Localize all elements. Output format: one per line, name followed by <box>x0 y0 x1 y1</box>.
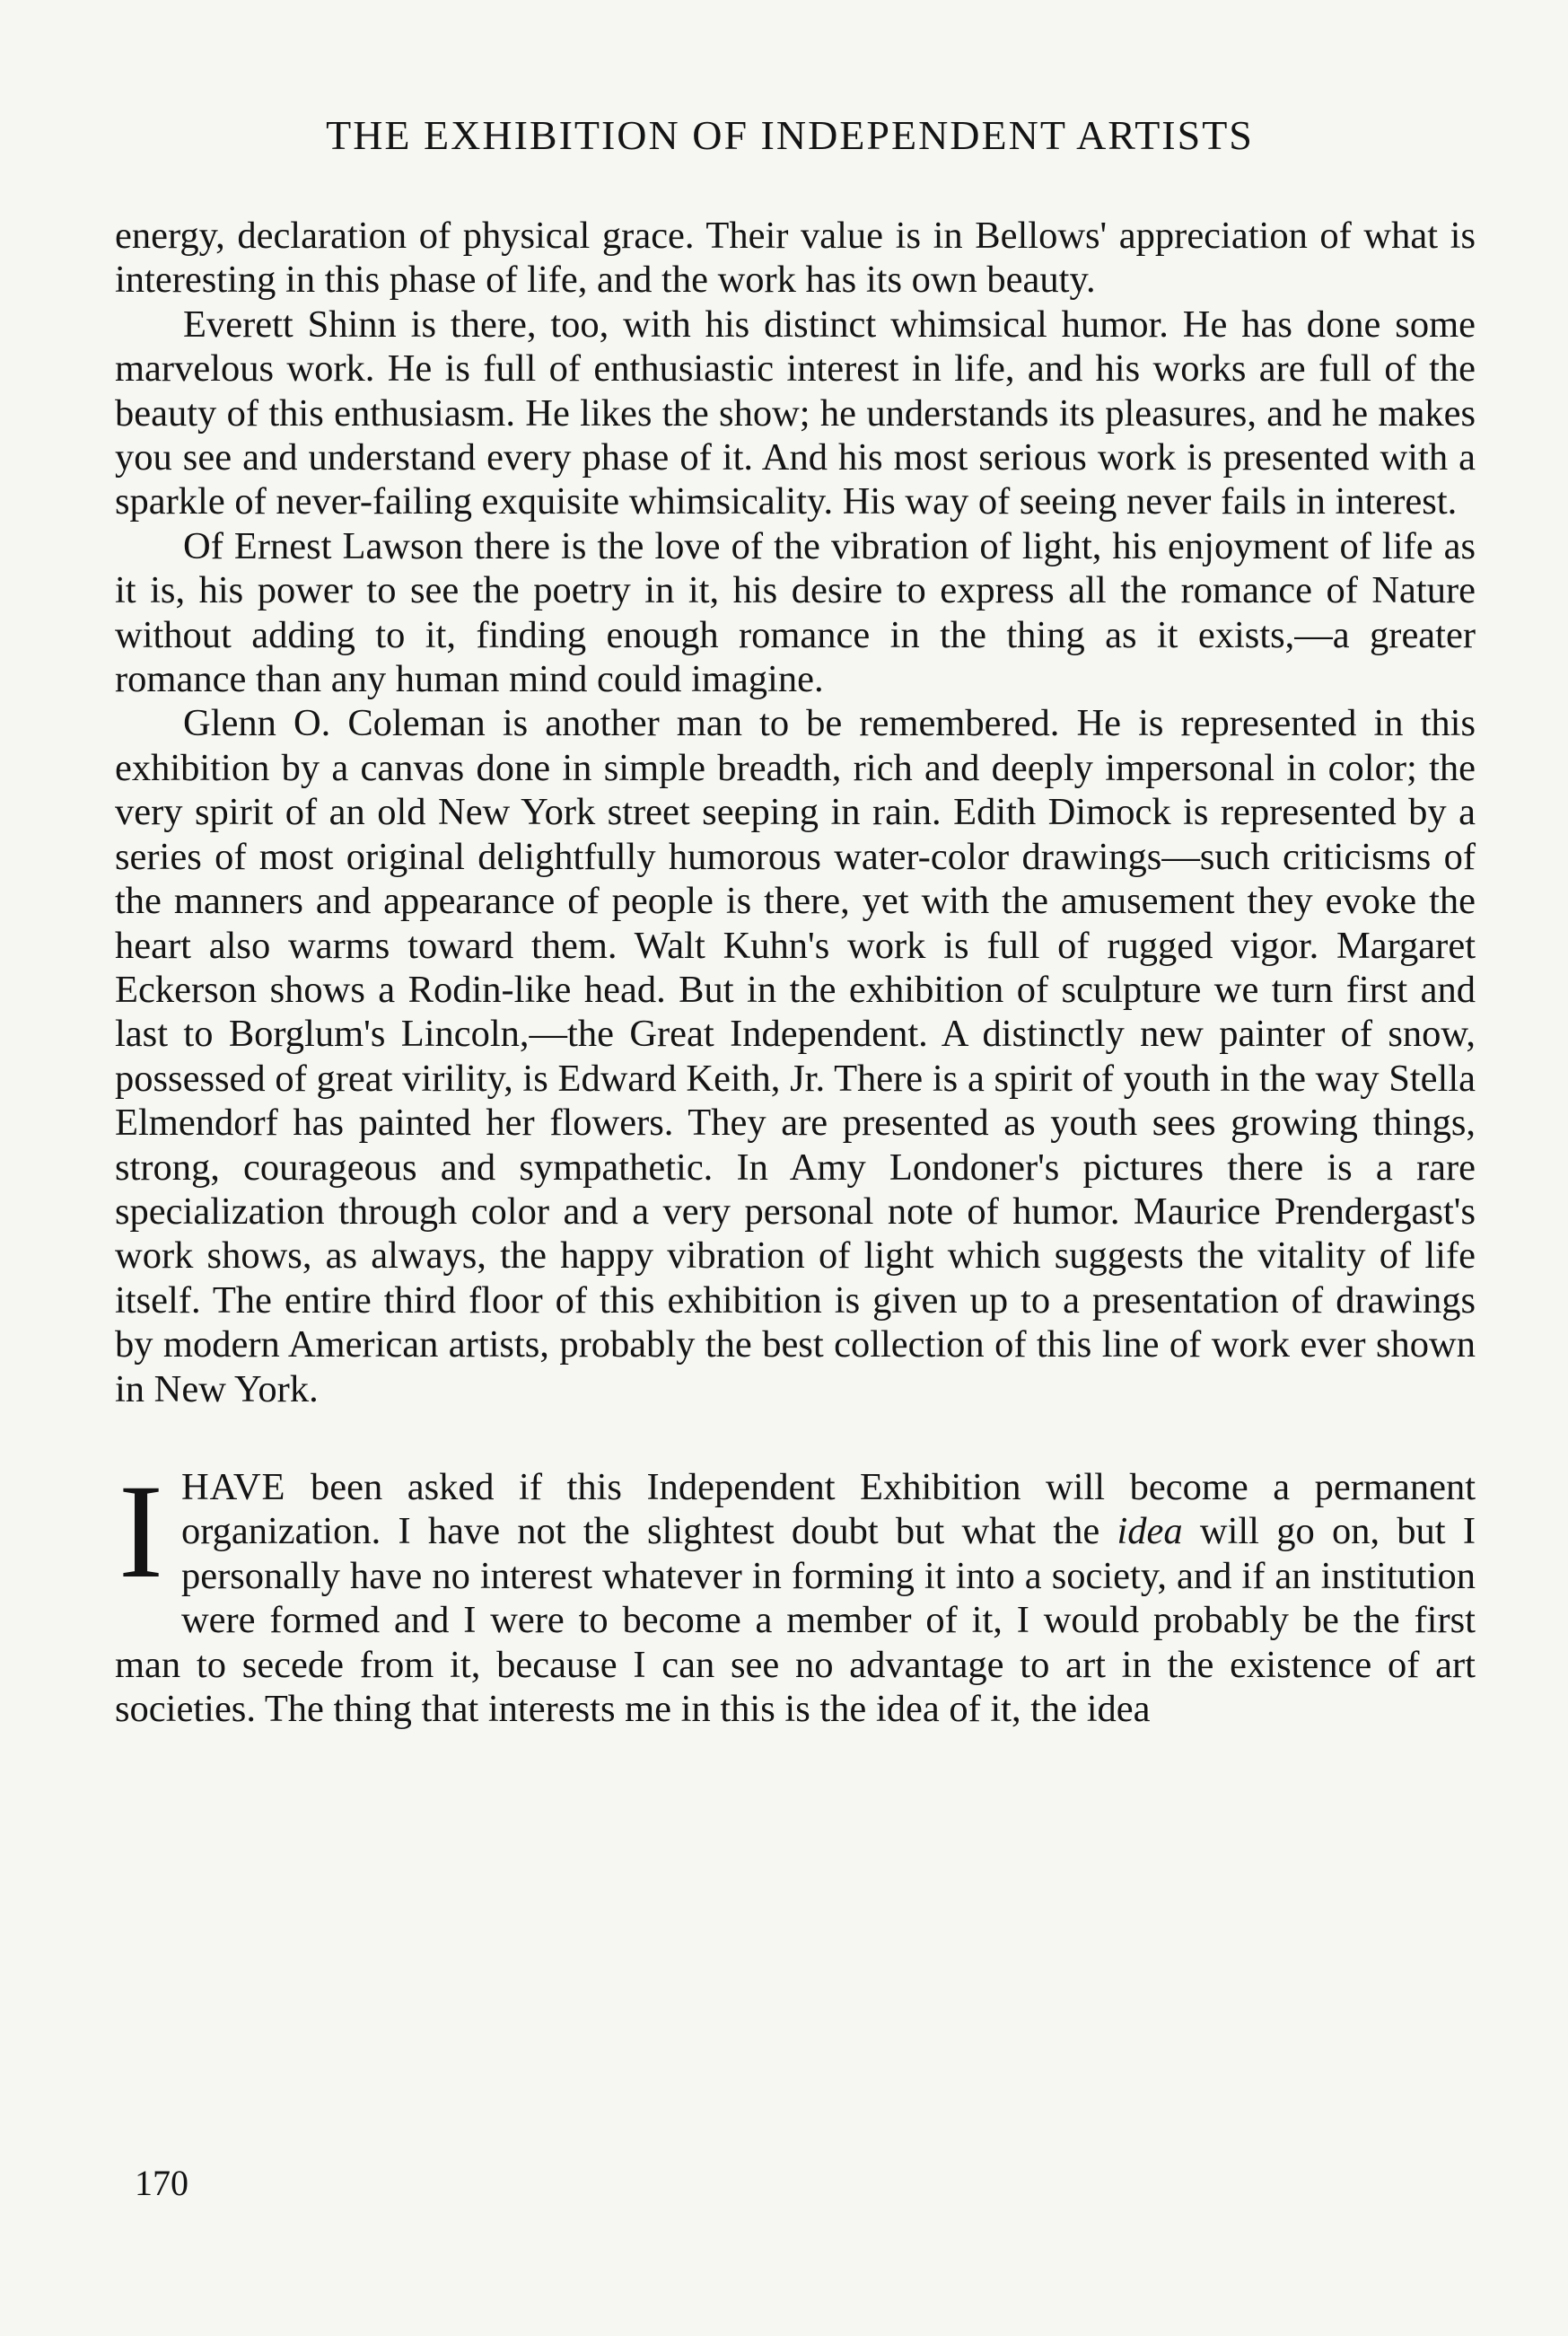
lead-caps: HAVE <box>180 1465 286 1508</box>
text-segment-2: will go on, but I personally have no interest whatever in forming it into a society, and if an institution were formed and I were to become a member of it, I would probably be the first man to secede from it, because I can see no advantage to art in the existence of art societies. The thing that interests me in this is the idea of it, the idea <box>115 1510 1476 1730</box>
paragraph-coleman: Glenn O. Coleman is another man to be remembered. He is represented in this exhibition by a canvas done in simple breadth, rich and deeply impersonal in color; the very spirit of an old New York street seeping in rain. Edith Dimock is represented by a series of most original delightfully humorous water-color drawings—such criticisms of the manners and appearance of people is there, yet with the amusement they evoke the heart also warms toward them. Walt Kuhn's work is full of rugged vigor. Margaret Eckerson shows a Rodin-like head. But in the exhibition of sculpture we turn first and last to Borglum's Lincoln,—the Great Independent. A distinctly new painter of snow, possessed of great virility, is Edward Keith, Jr. There is a spirit of youth in the way Stella Elmendorf has painted her flowers. They are presented as youth sees growing things, strong, courageous and sympathetic. In Amy Londoner's pictures there is a rare specialization through color and a very personal note of humor. Maurice Prendergast's work shows, as always, the happy vibration of light which suggests the vitality of life itself. The entire third floor of this exhibition is given up to a presentation of drawings by modern American artists, probably the best collection of this line of work ever shown in New York. <box>115 702 1476 1410</box>
page-number: 170 <box>135 2163 188 2203</box>
paragraph-lawson: Of Ernest Lawson there is the love of the vibration of light, his enjoyment of life as it is, his power to see the poetry in it, his desire to express all the romance of Nature without adding to it, finding enough romance in the thing as it exists,—a greater romance than any human mind could imagine. <box>115 524 1476 701</box>
paragraph-organization <box>115 1456 1476 1731</box>
body-text <box>115 214 1476 1731</box>
italic-idea: idea <box>1117 1510 1183 1553</box>
text-segment-1: been asked if this Independent Exhibition will become a permanent organization. I have not the slightest doubt but what the <box>180 1465 1476 1553</box>
paragraph-bellows: energy, declaration of physical grace. Their value is in Bellows' appreciation of what is interesting in this phase of life, and the work has its own beauty. <box>115 215 1476 302</box>
drop-cap: I <box>118 1456 163 1606</box>
paragraph-shinn: Everett Shinn is there, too, with his distinct whimsical humor. He has done some marvelous work. He is full of enthusiastic interest in life, and his works are full of the beauty of this enthusiasm. He likes the show; he understands its pleasures, and he makes you see and understand every phase of it. And his most serious work is presented with a sparkle of never-failing exquisite whimsicality. His way of seeing never fails in interest. <box>115 303 1476 523</box>
running-head: THE EXHIBITION OF INDEPENDENT ARTISTS <box>326 112 1254 158</box>
section-break <box>115 1411 1476 1465</box>
